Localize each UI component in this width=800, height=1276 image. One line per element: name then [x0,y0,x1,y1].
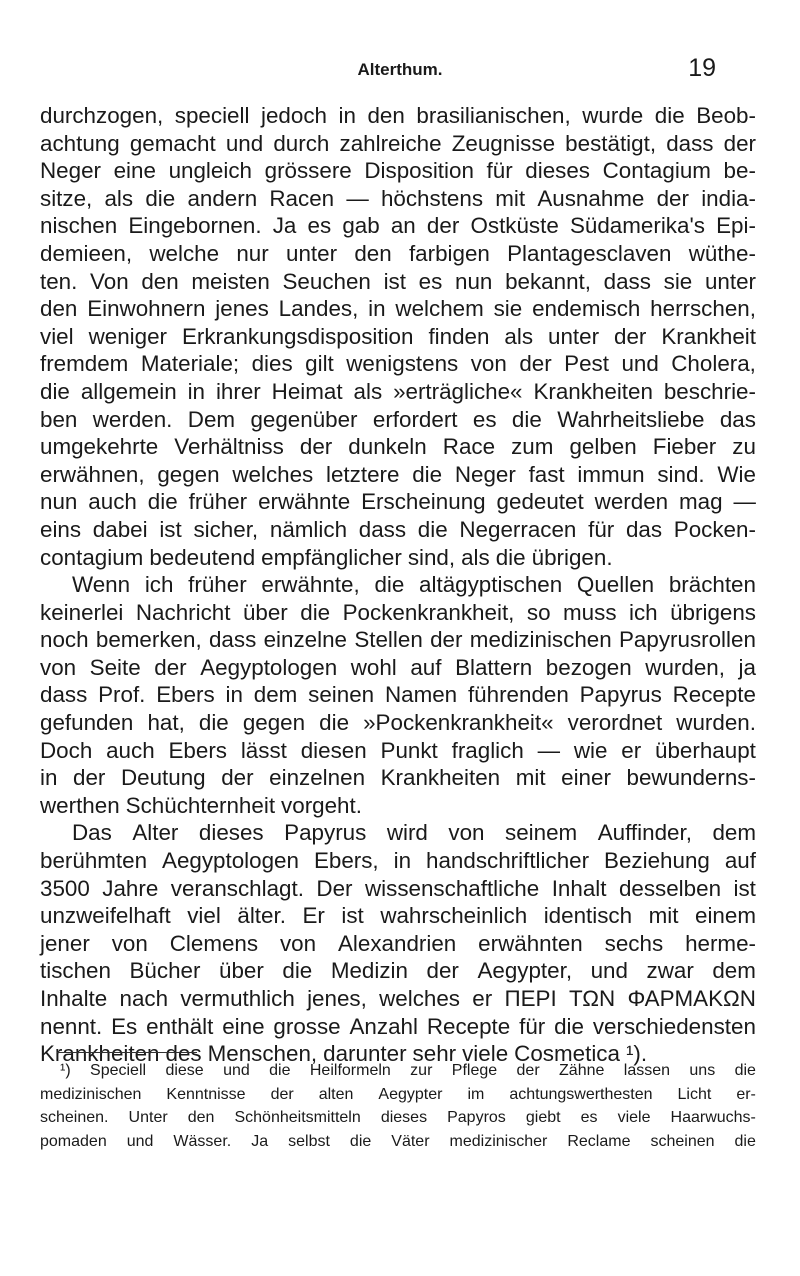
footnote-line: scheinen. Unter den Schönheitsmitteln dieses Papyros giebt es viele Haarwuchs- [40,1109,756,1126]
text-line: achtung gemacht und durch zahlreiche Zeugnisse bestätigt, dass der [40,130,756,156]
text-line: jener von Clemens von Alexandrien erwähnten sechs herme- [40,930,756,956]
page-number: 19 [688,54,716,82]
text-line: dass Prof. Ebers in dem seinen Namen führenden Papyrus Recepte [40,682,756,708]
footnote-line: pomaden und Wässer. Ja selbst die Väter medizinischer Reclame scheinen die [40,1132,756,1150]
text-line: gefunden hat, die gegen die »Pockenkrankheit« verordnet wurden. [40,710,756,736]
text-line: die allgemein in ihrer Heimat als »erträgliche« Krankheiten beschrie- [40,378,756,404]
text-line: berühmten Aegyptologen Ebers, in handschriftlicher Beziehung auf [40,848,756,874]
running-head: Alterthum. [357,60,443,79]
text-line: nennt. Es enthält eine grosse Anzahl Recepte für die verschiedensten [40,1013,756,1039]
text-line: sitze, als die andern Racen — höchstens mit Ausnahme der india- [40,185,756,211]
text-line: nischen Eingebornen. Ja es gab an der Ostküste Südamerika's Epi- [40,213,756,239]
text-line: werthen Schüchternheit vorgeht. [40,792,362,818]
text-line: Das Alter dieses Papyrus wird von seinem Auffinder, dem [72,820,756,846]
text-line: noch bemerken, dass einzelne Stellen der medizinischen Papyrusrollen [40,627,756,653]
text-line: contagium bedeutend empfänglicher sind, als die übrigen. [40,544,613,570]
footnote-divider [57,1052,197,1053]
text-line: den Einwohnern jenes Landes, in welchem sie endemisch herrschen, [40,296,756,322]
text-line: Wenn ich früher erwähnte, die altägyptischen Quellen brächten [72,572,756,598]
text-line: durchzogen, speciell jedoch in den brasilianischen, wurde die Beob- [40,103,756,128]
footnote-line: medizinischen Kenntnisse der alten Aegypter im achtungswerthesten Licht er- [40,1085,756,1103]
text-line: von Seite der Aegyptologen wohl auf Blattern bezogen wurden, ja [40,654,756,680]
footnote-line: ¹) Speciell diese und die Heilformeln zur Pflege der Zähne lassen uns die [60,1062,756,1079]
text-line: erwähnen, gegen welches letztere die Neger fast immun sind. Wie [40,461,756,487]
text-line: tischen Bücher über die Medizin der Aegypter, und zwar dem [40,958,756,984]
text-line: in der Deutung der einzelnen Krankheiten mit einer bewunderns- [40,765,756,791]
text-line: viel weniger Erkrankungsdisposition finden als unter der Krankheit [40,323,756,349]
text-line: Inhalte nach vermuthlich jenes, welches er ΠΕΡΙ ΤΩΝ ΦΑΡΜΑΚΩΝ [40,986,756,1011]
text-line: unzweifelhaft viel älter. Er ist wahrscheinlich identisch mit einem [40,903,756,929]
text-line: ben werden. Dem gegenüber erfordert es die Wahrheitsliebe das [40,406,756,432]
text-line: Doch auch Ebers lässt diesen Punkt fraglich — wie er überhaupt [40,737,756,763]
page-header [0,50,800,90]
text-line: nun auch die früher erwähnte Erscheinung gedeutet werden mag — [40,489,756,515]
main-text [40,102,756,1068]
text-line: umgekehrte Verhältniss der dunkeln Race zum gelben Fieber zu [40,434,756,460]
text-line: Neger eine ungleich grössere Disposition für dieses Contagium be- [40,158,756,184]
text-line: keinerlei Nachricht über die Pockenkrankheit, so muss ich übrigens [40,599,756,625]
text-line: demieen, welche nur unter den farbigen Plantagesclaven wüthe- [40,240,756,266]
text-line: Krankheiten des Menschen, darunter sehr viele Cosmetica ¹). [40,1041,648,1067]
text-line: ten. Von den meisten Seuchen ist es nun bekannt, dass sie unter [40,268,756,294]
footnotes [40,1059,756,1153]
text-line: fremdem Materiale; dies gilt wenigstens von der Pest und Cholera, [40,351,756,377]
text-line: 3500 Jahre veranschlagt. Der wissenschaftliche Inhalt desselben ist [40,875,756,901]
text-line: eins dabei ist sicher, nämlich dass die Negerracen für das Pocken- [40,516,756,542]
